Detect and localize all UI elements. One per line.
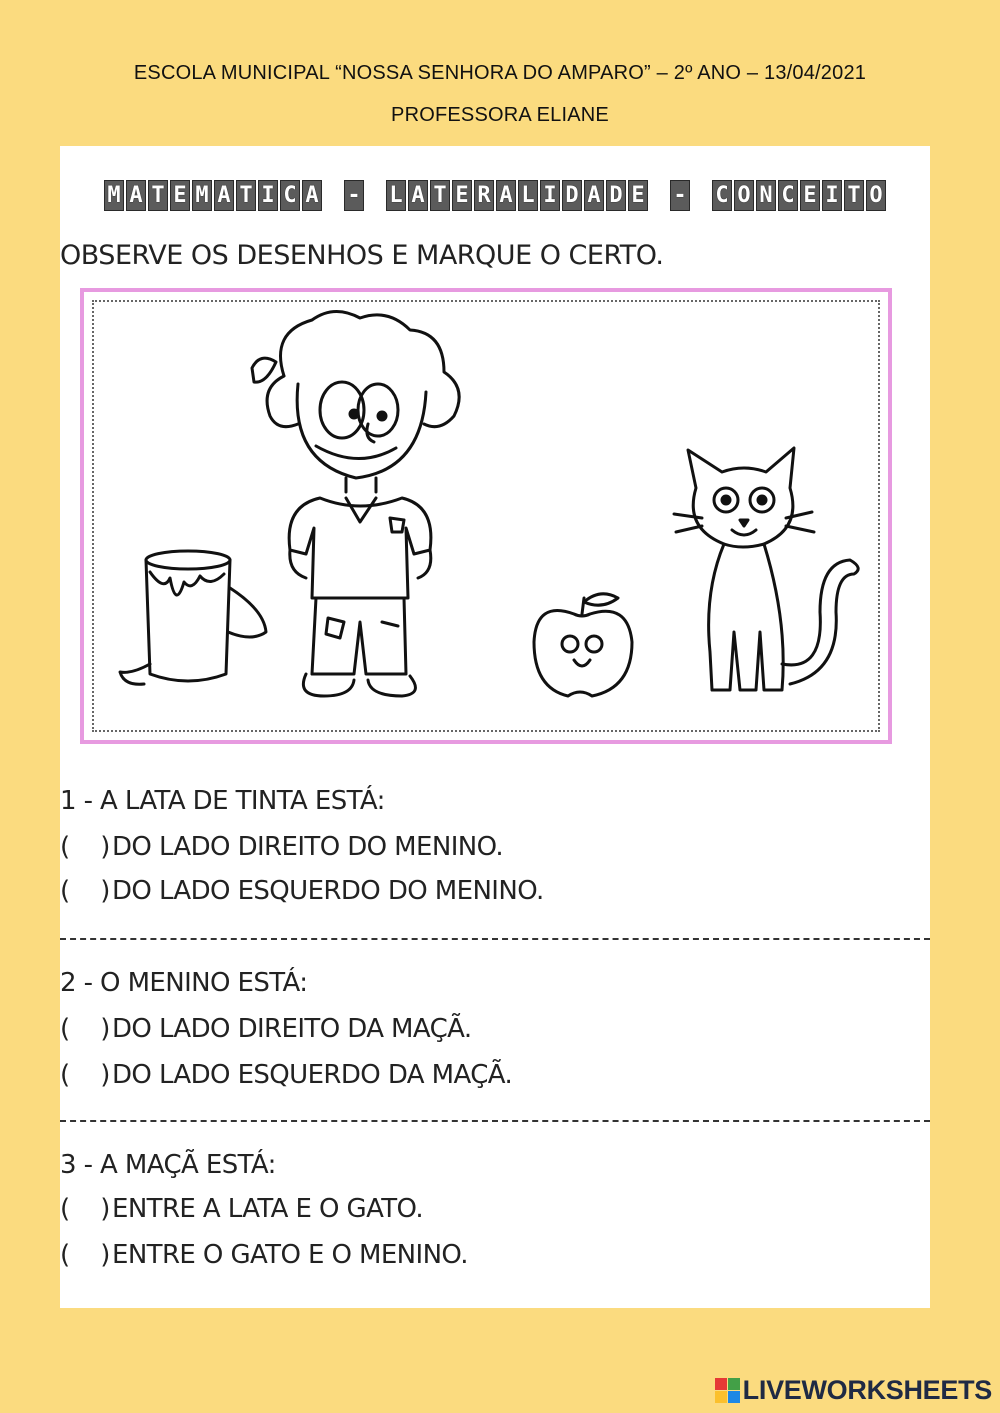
subject-title-letter: C [778, 180, 798, 211]
subject-title-letter: A [214, 180, 234, 211]
subject-title-letter: A [302, 180, 322, 211]
subject-title-letter [324, 181, 342, 210]
question-3-option-1[interactable] [60, 1194, 423, 1224]
instruction-text: OBSERVE OS DESENHOS E MARQUE O CERTO. [60, 240, 664, 271]
separator [60, 938, 930, 940]
teacher-header: PROFESSORA ELIANE [391, 104, 609, 126]
question-3-title: 3 - A MAÇÃ ESTÁ: [60, 1150, 276, 1180]
subject-title-letter: T [844, 180, 864, 211]
paint-bucket-drawing [120, 551, 266, 684]
question-2-title: 2 - O MENINO ESTÁ: [60, 968, 308, 998]
subject-title-letter: M [192, 180, 212, 211]
subject-title-letter: A [126, 180, 146, 211]
worksheet-page [60, 146, 930, 1308]
illustration-frame [80, 288, 892, 744]
subject-title-letter: A [496, 180, 516, 211]
subject-title-letter: T [148, 180, 168, 211]
checkbox-paren[interactable]: ( ) [60, 876, 110, 906]
checkbox-paren[interactable]: ( ) [60, 1240, 110, 1270]
subject-title-letter: A [584, 180, 604, 211]
option-label: ENTRE A LATA E O GATO. [112, 1194, 424, 1224]
subject-title-letter: E [800, 180, 820, 211]
question-2-option-2[interactable] [60, 1060, 512, 1090]
logo-square [715, 1378, 727, 1390]
apple-drawing [534, 594, 632, 696]
logo-square [728, 1378, 740, 1390]
option-label: DO LADO DIREITO DA MAÇÃ. [112, 1014, 472, 1044]
subject-title-letter [692, 181, 710, 210]
checkbox-paren[interactable]: ( ) [60, 832, 110, 862]
subject-title-letter: L [518, 180, 538, 211]
subject-title-letter: - [344, 180, 364, 211]
subject-title-letter: M [104, 180, 124, 211]
subject-title-letter: O [866, 180, 886, 211]
option-label: ENTRE O GATO E O MENINO. [112, 1240, 468, 1270]
subject-title-letter: N [756, 180, 776, 211]
subject-title-letter: D [606, 180, 626, 211]
subject-title-letter: A [408, 180, 428, 211]
illustration [84, 292, 888, 740]
separator [60, 1120, 930, 1122]
subject-title-letter: E [452, 180, 472, 211]
subject-title-letter [366, 181, 384, 210]
question-2-option-1[interactable] [60, 1014, 472, 1044]
boy-drawing [252, 311, 459, 696]
question-1-option-2[interactable] [60, 876, 544, 906]
subject-title-letter: L [386, 180, 406, 211]
subject-title [60, 180, 930, 211]
subject-title-letter: O [734, 180, 754, 211]
liveworksheets-logo-icon [715, 1378, 740, 1403]
subject-title-letter: D [562, 180, 582, 211]
subject-title-letter: C [280, 180, 300, 211]
subject-title-letter: T [430, 180, 450, 211]
subject-title-letter: R [474, 180, 494, 211]
liveworksheets-brand[interactable] [715, 1375, 992, 1406]
subject-title-letter: I [258, 180, 278, 211]
subject-title-letter: T [236, 180, 256, 211]
option-label: DO LADO DIREITO DO MENINO. [112, 832, 504, 862]
subject-title-letter: E [628, 180, 648, 211]
school-header: ESCOLA MUNICIPAL “NOSSA SENHORA DO AMPARO” – 2º ANO – 13/04/2021 [133, 62, 867, 84]
subject-title-letter: - [670, 180, 690, 211]
subject-title-letter [650, 181, 668, 210]
checkbox-paren[interactable]: ( ) [60, 1014, 110, 1044]
checkbox-paren[interactable]: ( ) [60, 1060, 110, 1090]
subject-title-letter: E [170, 180, 190, 211]
checkbox-paren[interactable]: ( ) [60, 1194, 110, 1224]
logo-square [715, 1391, 727, 1403]
question-3-option-2[interactable] [60, 1240, 468, 1270]
option-label: DO LADO ESQUERDO DO MENINO. [112, 876, 544, 906]
cat-drawing [674, 448, 858, 690]
question-1-title: 1 - A LATA DE TINTA ESTÁ: [60, 786, 385, 816]
logo-square [728, 1391, 740, 1403]
brand-text: LIVEWORKSHEETS [742, 1375, 992, 1405]
subject-title-letter: I [540, 180, 560, 211]
subject-title-letter: I [822, 180, 842, 211]
question-1-option-1[interactable] [60, 832, 503, 862]
subject-title-letter: C [712, 180, 732, 211]
option-label: DO LADO ESQUERDO DA MAÇÃ. [112, 1060, 513, 1090]
